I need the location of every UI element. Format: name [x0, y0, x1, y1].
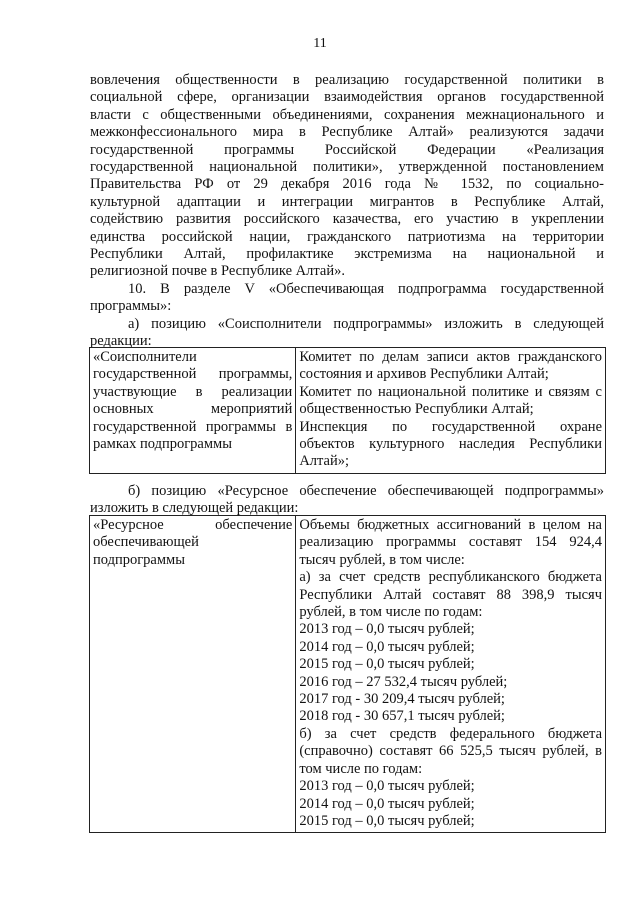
- text-line: единства российской нации, гражданского патриотизма на территории: [90, 228, 604, 245]
- text-line: социальной сфере, организации взаимодействия органов государственной: [90, 89, 604, 106]
- cell-line: «Соисполнители: [93, 349, 197, 365]
- item-b-paragraph: [90, 483, 604, 518]
- text-line: содействию развития российского казачества, его участию в укреплении: [90, 211, 604, 228]
- cell-line: Объемы бюджетных ассигнований в целом на: [299, 517, 602, 533]
- text-line: 10. В разделе V «Обеспечивающая подпрограмма государственной: [128, 281, 604, 297]
- cell-line: государственной программы в: [93, 418, 293, 435]
- cell-line: 2017 год - 30 209,4 тысяч рублей;: [299, 691, 505, 708]
- cell-line: Республики Алтай составят 88 398,9 тысяч: [299, 586, 602, 603]
- text-line: Правительства РФ от 29 декабря 2016 года № 1532, по социально-: [90, 176, 604, 193]
- section-10-paragraph: [90, 281, 604, 316]
- cell-line: Алтай»;: [299, 453, 350, 470]
- cell-line: подпрограммы: [93, 551, 185, 568]
- cell-line: основных мероприятий: [93, 401, 293, 418]
- cell-line: том числе по годам:: [299, 760, 423, 777]
- cell-line: рамках подпрограммы: [93, 436, 232, 453]
- table-row: [90, 348, 606, 474]
- cell-line: рублей, в том числе по годам:: [299, 604, 483, 621]
- cell-line: Комитет по национальной политике и связям с: [299, 383, 602, 400]
- cell-line: (справочно) составят 66 525,5 тысяч рублей, в: [299, 743, 602, 760]
- cell-line: 2013 год – 0,0 тысяч рублей;: [299, 621, 475, 638]
- page-number: 11: [313, 36, 327, 51]
- text-line: власти с общественными объединениями, сохранения межнационального и: [90, 106, 604, 123]
- cell-line: реализацию программы составят 154 924,4: [299, 534, 602, 551]
- text-line: изложить в следующей редакции:: [90, 500, 299, 517]
- cell-line: 2013 год – 0,0 тысяч рублей;: [299, 778, 475, 795]
- cell-line: тысяч рублей, в том числе:: [299, 551, 465, 568]
- table-cell-value: [296, 348, 606, 474]
- table-row: [90, 516, 606, 833]
- table-cell-label: [90, 348, 296, 474]
- cell-line: государственной программы,: [93, 366, 293, 383]
- text-line: вовлечения общественности в реализацию государственной политики в: [90, 72, 604, 88]
- cell-line: «Ресурсное обеспечение: [93, 517, 293, 533]
- text-line: культурной адаптации и интеграции мигрантов в Республике Алтай,: [90, 193, 604, 210]
- text-line: а) позицию «Соисполнители подпрограммы» изложить в следующей: [128, 316, 604, 332]
- coexecutors-table: [89, 347, 606, 474]
- cell-line: 2016 год – 27 532,4 тысяч рублей;: [299, 673, 508, 690]
- cell-line: 2014 год – 0,0 тысяч рублей;: [299, 795, 475, 812]
- text-line: межконфессионального мира в Республике Алтай» реализуются задачи: [90, 124, 604, 141]
- cell-line: 2015 год – 0,0 тысяч рублей;: [299, 812, 475, 829]
- text-line: государственной программы Российской Федерации «Реализация: [90, 141, 604, 158]
- cell-line: обеспечивающей: [93, 534, 199, 551]
- cell-line: 2015 год – 0,0 тысяч рублей;: [299, 656, 475, 673]
- cell-line: 2018 год - 30 657,1 тысяч рублей;: [299, 708, 505, 725]
- cell-line: общественностью Республики Алтай;: [299, 401, 534, 418]
- table-cell-value: [296, 516, 606, 833]
- text-line: Республики Алтай, профилактике экстремизма на национальной и: [90, 246, 604, 263]
- cell-line: Комитет по делам записи актов гражданского: [299, 349, 602, 365]
- cell-line: объектов культурного наследия Республики: [299, 436, 602, 453]
- cell-line: состояния и архивов Республики Алтай;: [299, 366, 549, 383]
- text-line: программы»:: [90, 298, 172, 315]
- item-a-paragraph: [90, 316, 604, 351]
- cell-line: Инспекция по государственной охране: [299, 418, 602, 435]
- cell-line: участвующие в реализации: [93, 383, 293, 400]
- cell-line: а) за счет средств республиканского бюджета: [299, 569, 602, 586]
- text-line: б) позицию «Ресурсное обеспечение обеспечивающей подпрограммы»: [128, 483, 604, 499]
- resource-table: [89, 515, 606, 833]
- text-line: редакции:: [90, 333, 152, 350]
- table-cell-label: [90, 516, 296, 833]
- intro-paragraph: [90, 72, 604, 281]
- cell-line: 2014 год – 0,0 тысяч рублей;: [299, 638, 475, 655]
- text-line: религиозной почве в Республике Алтай».: [90, 263, 345, 280]
- cell-line: б) за счет средств федерального бюджета: [299, 725, 602, 742]
- text-line: государственной национальной политики», утвержденной постановлением: [90, 159, 604, 176]
